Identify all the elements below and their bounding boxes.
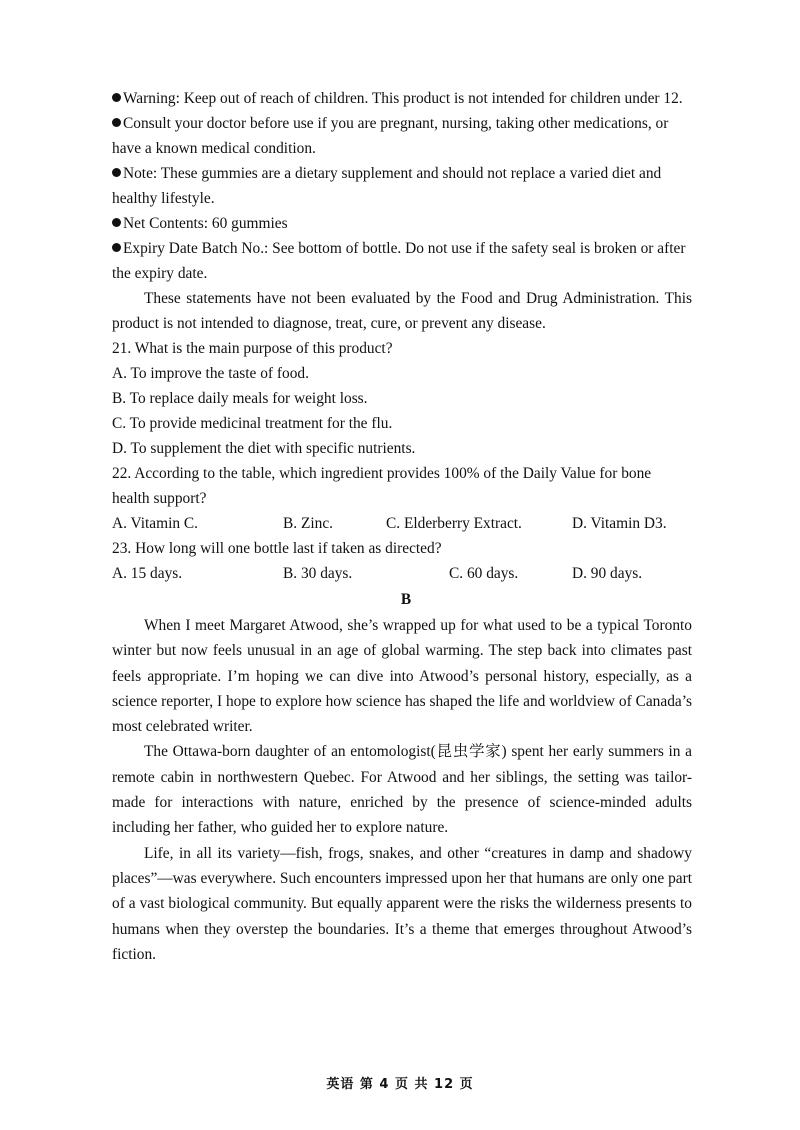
notice-note: Note: These gummies are a dietary supplement and should not replace a varied diet and healthy lifestyle. [112, 165, 662, 207]
question-23-option-b: B. 30 days. [283, 565, 353, 582]
bullet-icon [112, 243, 121, 252]
question-22-stem: 22. According to the table, which ingredient provides 100% of the Daily Value for bone health support? [112, 465, 652, 507]
question-21-stem: 21. What is the main purpose of this product? [112, 340, 393, 357]
question-21-option-c: C. To provide medicinal treatment for the flu. [112, 415, 393, 432]
notice-net-contents: Net Contents: 60 gummies [112, 211, 692, 236]
question-22-options [112, 511, 692, 536]
section-b-article [112, 613, 692, 967]
section-b-title: B [400, 591, 412, 608]
fda-disclaimer: These statements have not been evaluated by the Food and Drug Administration. This product is not intended to diagnose, treat, cure, or prevent any disease. [112, 290, 692, 332]
question-23-option-c: C. 60 days. [449, 565, 519, 582]
page-footer: 英语 第 4 页 共 12 页 [326, 1077, 474, 1092]
question-22-option-a: A. Vitamin C. [112, 515, 199, 532]
article-paragraph-2: The Ottawa-born daughter of an entomologist(昆虫学家) spent her early summers in a remote cabin in northwestern Quebec. For Atwood and her siblings, the setting was tailor-made for interactions with nature, enriched by the presence of science-minded adults including her father, who guided her to explore nature. [112, 743, 692, 837]
question-22-option-b: B. Zinc. [283, 515, 334, 532]
question-23-stem: 23. How long will one bottle last if taken as directed? [112, 540, 442, 557]
bullet-icon [112, 168, 121, 177]
bullet-icon [112, 218, 121, 227]
question-21-option-b: B. To replace daily meals for weight loss. [112, 390, 368, 407]
notice-consult: Consult your doctor before use if you are pregnant, nursing, taking other medications, or have a known medical condition. [112, 115, 669, 157]
question-22-option-c: C. Elderberry Extract. [386, 515, 522, 532]
question-23-options [112, 561, 692, 586]
bullet-icon [112, 118, 121, 127]
notice-warning: Warning: Keep out of reach of children. This product is not intended for children under 12. [112, 86, 692, 111]
document-page [112, 86, 692, 967]
question-21-option-d: D. To supplement the diet with specific nutrients. [112, 440, 416, 457]
article-paragraph-3: Life, in all its variety—fish, frogs, snakes, and other “creatures in damp and shadowy places”—was everywhere. Such encounters impressed upon her that humans are only one part of a vast biological community. But equally apparent were the risks the wilderness presents to humans when they overstep the boundaries. It’s a theme that emerges throughout Atwood’s fiction. [112, 844, 692, 963]
question-23-option-d: D. 90 days. [572, 565, 643, 582]
question-23-option-a: A. 15 days. [112, 565, 183, 582]
bullet-icon [112, 93, 121, 102]
question-21-option-a: A. To improve the taste of food. [112, 365, 309, 382]
article-paragraph-1: When I meet Margaret Atwood, she’s wrapped up for what used to be a typical Toronto winter but now feels unusual in an age of global warming. The step back into climates past feels appropriate. I’m hoping we can dive into Atwood’s personal history, especially, as a science reporter, I hope to explore how science has shaped the life and worldview of Canada’s most celebrated writer. [112, 617, 692, 736]
question-22-option-d: D. Vitamin D3. [572, 515, 667, 532]
notice-expiry: Expiry Date Batch No.: See bottom of bottle. Do not use if the safety seal is broken or after the expiry date. [112, 240, 686, 282]
